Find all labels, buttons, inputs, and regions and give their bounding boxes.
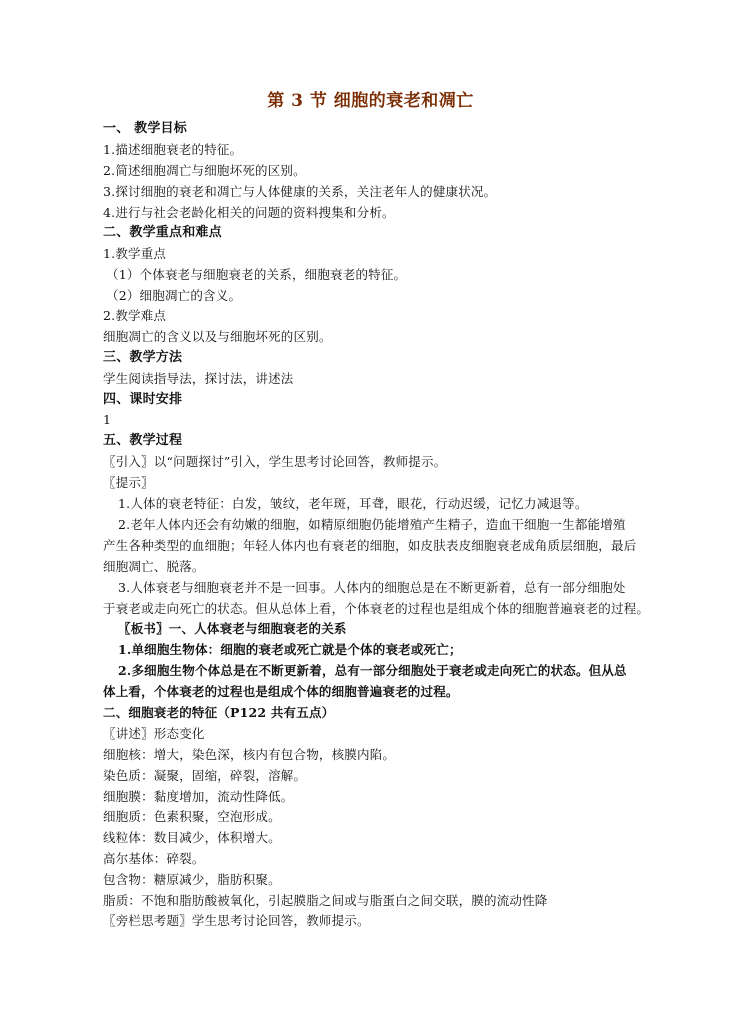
board-section-1: 〖板书〗一、人体衰老与细胞衰老的关系 — [118, 621, 347, 636]
objective-1: 1.描述细胞衰老的特征。 — [103, 142, 243, 157]
feature-lipids: 脂质：不饱和脂肪酸被氧化，引起膜脂之间或与脂蛋白之间交联，膜的流动性降 — [103, 893, 548, 908]
schedule-text: 1 — [103, 412, 112, 427]
objective-2: 2.简述细胞凋亡与细胞坏死的区别。 — [103, 163, 306, 178]
difficulty-label: 2.教学难点 — [103, 308, 167, 323]
difficulty-text: 细胞凋亡的含义以及与细胞坏死的区别。 — [103, 329, 332, 344]
feature-cytoplasm: 细胞质：色素积聚，空泡形成。 — [103, 809, 281, 824]
heading-objectives: 一、 教学目标 — [103, 121, 187, 136]
hint-3-line-1: 3.人体衰老与细胞衰老并不是一回事。人体内的细胞总是在不断更新着，总有一部分细胞处 — [118, 580, 626, 595]
heading-schedule: 四、课时安排 — [103, 392, 183, 407]
lecture-label: 〖讲述〗形态变化 — [103, 726, 205, 741]
methods-text: 学生阅读指导法，探讨法，讲述法 — [103, 371, 294, 386]
feature-chromatin: 染色质：凝聚，固缩，碎裂，溶解。 — [103, 768, 307, 783]
heading-key-points: 二、教学重点和难点 — [103, 225, 222, 240]
key-points-label: 1.教学重点 — [103, 246, 167, 261]
hint-2-line-1: 2.老年人体内还会有幼嫩的细胞，如精原细胞仍能增殖产生精子，造血干细胞一生都能增殖 — [118, 517, 626, 532]
key-point-1: （1）个体衰老与细胞衰老的关系，细胞衰老的特征。 — [106, 267, 407, 282]
board-point-1: 1.单细胞生物体：细胞的衰老或死亡就是个体的衰老或死亡； — [118, 642, 462, 657]
hint-2-line-3: 细胞凋亡、脱落。 — [103, 559, 205, 574]
feature-inclusions: 包含物：糖原减少，脂肪积聚。 — [103, 872, 281, 887]
hint-1: 1.人体的衰老特征：白发，皱纹，老年斑，耳聋，眼花，行动迟缓，记忆力减退等。 — [118, 496, 588, 511]
sidebar-question-text: 〖旁栏思考题〗学生思考讨论回答，教师提示。 — [103, 913, 370, 928]
board-point-2-line-1: 2.多细胞生物个体总是在不断更新着，总有一部分细胞处于衰老或走向死亡的状态。但从总 — [118, 663, 627, 678]
feature-membrane: 细胞膜：黏度增加，流动性降低。 — [103, 789, 294, 804]
heading-process: 五、教学过程 — [103, 433, 183, 448]
hint-label: 〖提示〗 — [103, 475, 154, 490]
hint-2-line-2: 产生各种类型的血细胞；年轻人体内也有衰老的细胞，如皮肤表皮细胞衰老成角质层细胞，最后 — [103, 538, 637, 553]
intro-text: 〖引入〗以“问题探讨”引入，学生思考讨论回答，教师提示。 — [103, 454, 447, 469]
heading-aging-features: 二、细胞衰老的特征（P122 共有五点） — [103, 705, 335, 720]
key-point-2: （2）细胞凋亡的含义。 — [106, 288, 242, 303]
board-point-2-line-2: 体上看，个体衰老的过程也是组成个体的细胞普遍衰老的过程。 — [103, 684, 459, 699]
feature-golgi: 高尔基体：碎裂。 — [103, 851, 205, 866]
feature-mitochondria: 线粒体：数目减少，体积增大。 — [103, 830, 281, 845]
hint-3-line-2: 于衰老或走向死亡的状态。但从总体上看，个体衰老的过程也是组成个体的细胞普遍衰老的过程。 — [103, 601, 650, 616]
page-title: 第 3 节 细胞的衰老和凋亡 — [267, 91, 474, 111]
objective-3: 3.探讨细胞的衰老和凋亡与人体健康的关系，关注老年人的健康状况。 — [103, 184, 497, 199]
objective-4: 4.进行与社会老龄化相关的问题的资料搜集和分析。 — [103, 205, 395, 220]
heading-methods: 三、教学方法 — [103, 350, 183, 365]
feature-nucleus: 细胞核：增大，染色深，核内有包合物，核膜内陷。 — [103, 747, 396, 762]
